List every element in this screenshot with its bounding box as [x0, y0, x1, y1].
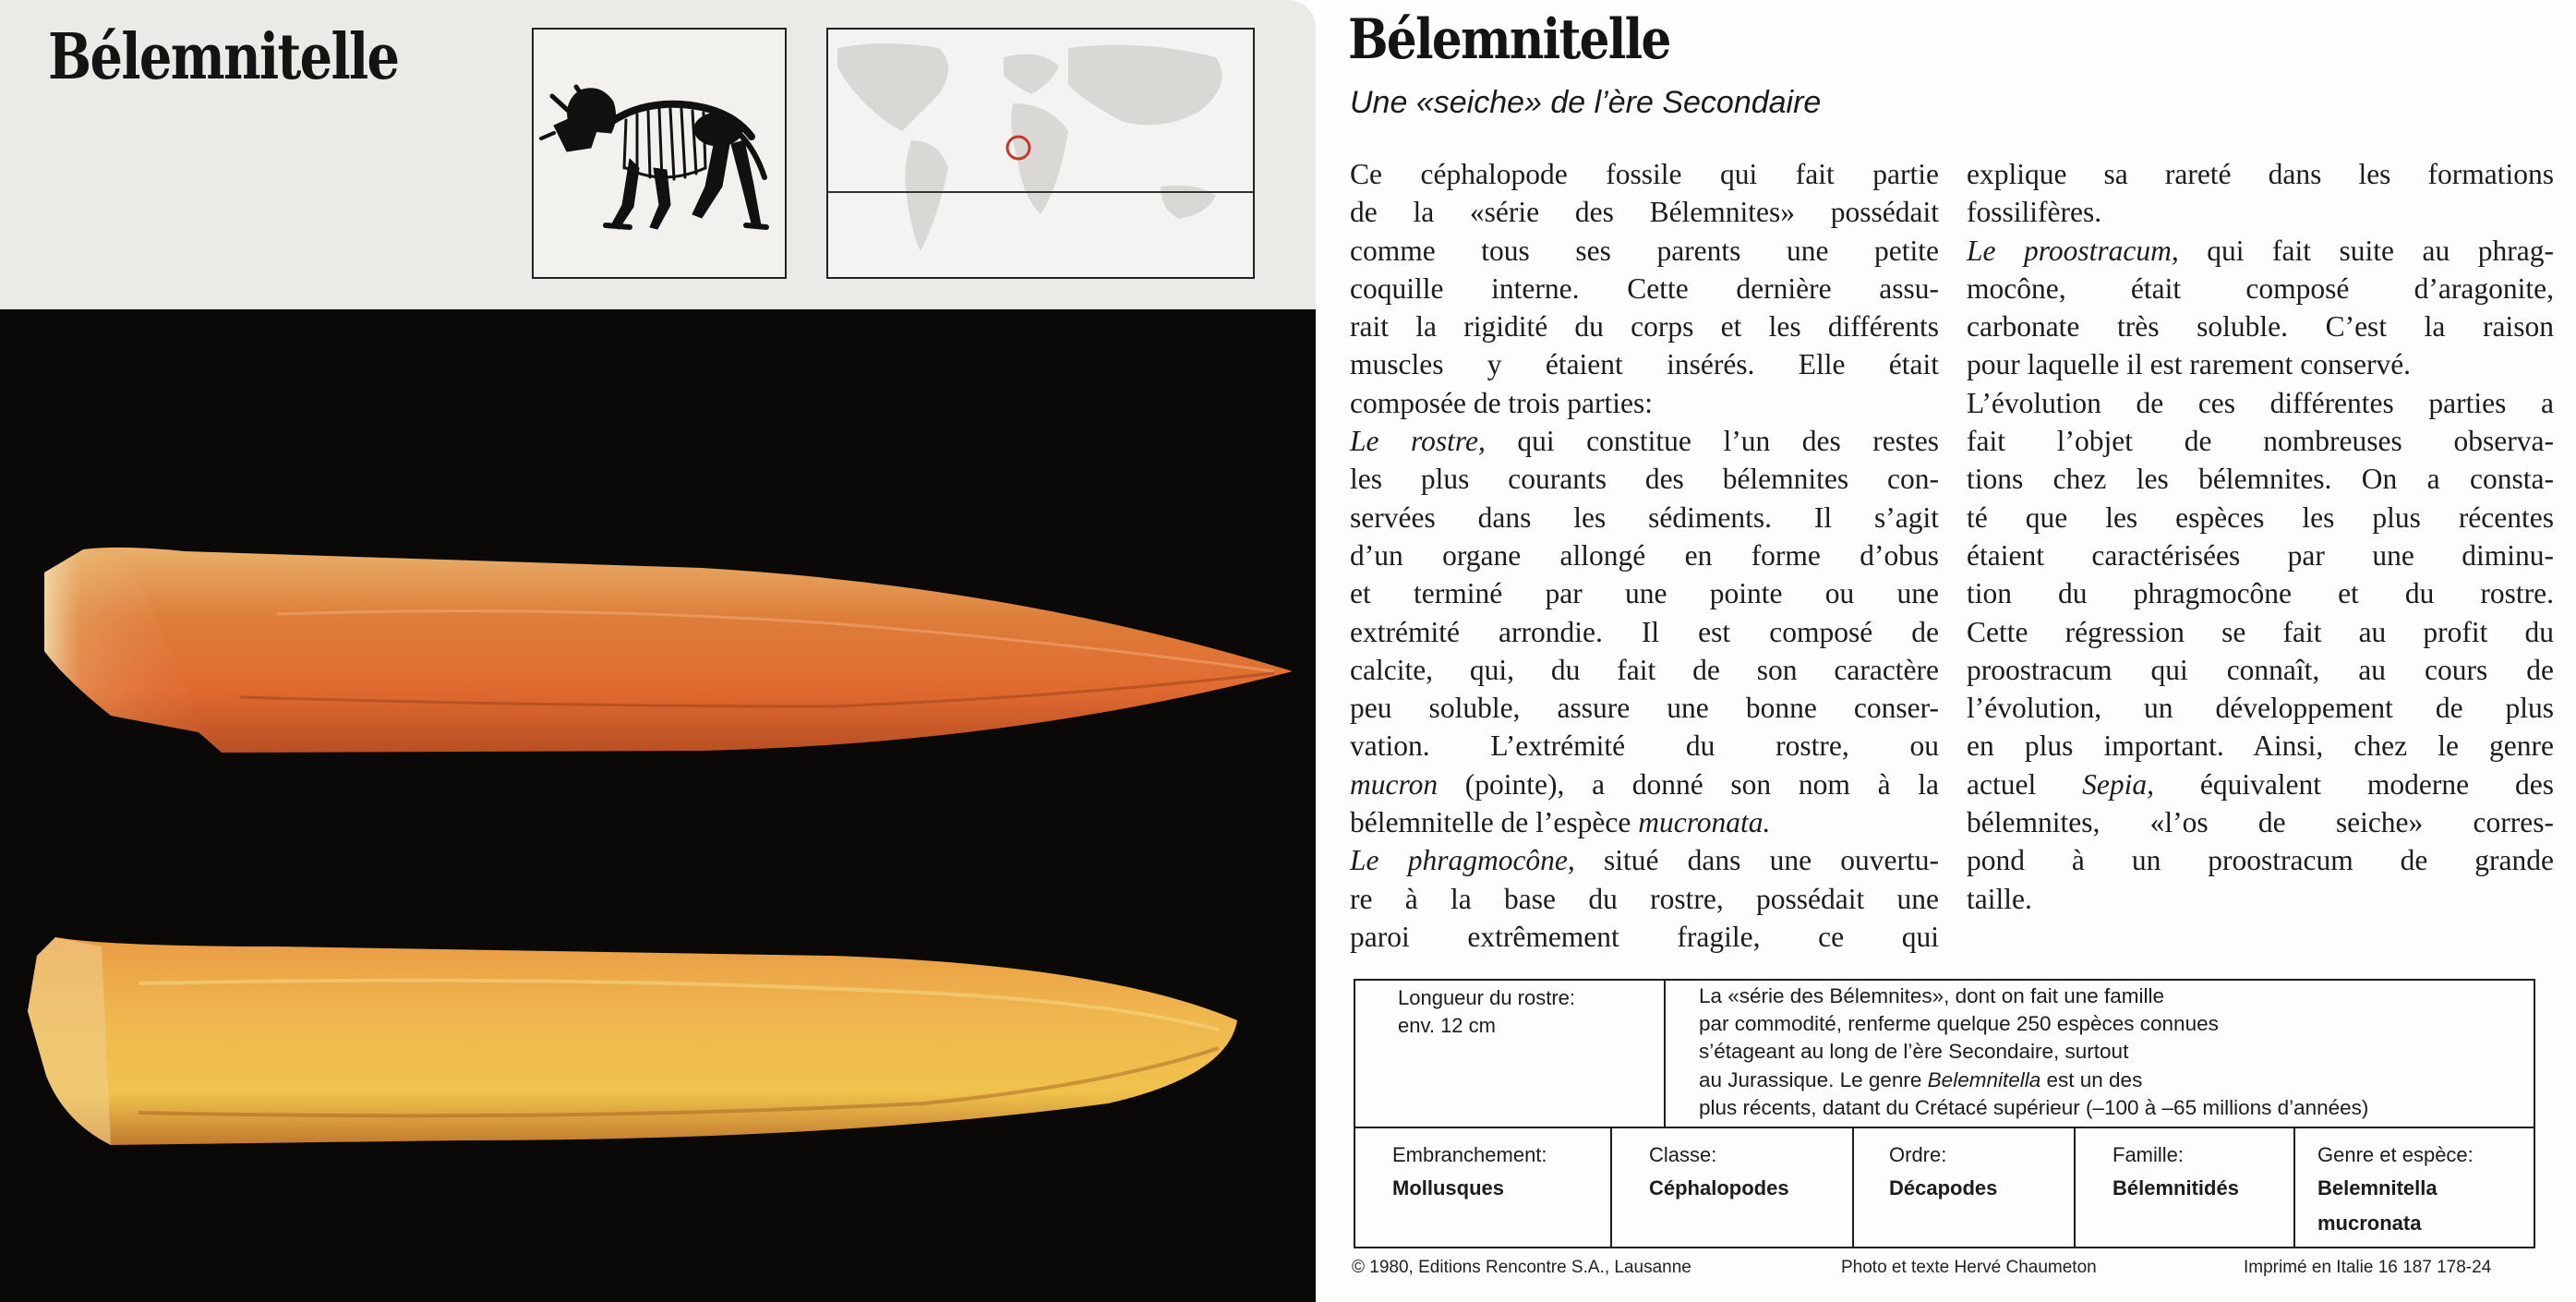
italic-term: Le phragmocône, — [1350, 844, 1575, 877]
text-segment: paroi extrêmement fragile, ce qui — [1350, 920, 1939, 953]
text-line — [1967, 536, 2554, 574]
text-line — [1350, 651, 1939, 689]
text-segment: pour laquelle il est rarement conservé. — [1967, 348, 2412, 381]
text-segment: coquille interne. Cette dernière assu- — [1350, 271, 1939, 305]
genus-species-label: Genre et espèce: — [2317, 1143, 2474, 1166]
text-line — [1350, 499, 1939, 536]
text-line — [1967, 307, 2554, 345]
family-label: Famille: — [2113, 1143, 2185, 1166]
photo-text-credits: Photo et texte Hervé Chaumeton — [1841, 1258, 2097, 1277]
text-segment: tion du phragmocône et du rostre. — [1967, 577, 2554, 610]
class-value: Céphalopodes — [1649, 1176, 1789, 1200]
world-map-icon — [828, 30, 1253, 277]
text-segment: explique sa rareté dans les formations — [1967, 158, 2554, 190]
text-segment: fait l’objet de nombreuses observa- — [1967, 425, 2554, 458]
text-segment: étaient caractérisées par une diminu- — [1967, 538, 2554, 572]
text-line — [1967, 613, 2554, 651]
genus-species-value: Belemnitella mucronata — [2317, 1176, 2438, 1235]
text-line — [1967, 880, 2554, 918]
text-line — [1967, 232, 2554, 270]
rostrum-length-label: Longueur du rostre: — [1398, 986, 1576, 1009]
text-segment: (pointe), a donné son nom à la — [1438, 767, 1939, 801]
text-line — [1350, 384, 1939, 422]
class-label: Classe: — [1649, 1143, 1717, 1166]
text-segment: taille. — [1967, 882, 2032, 915]
text-segment: qui constitue l’un des restes — [1485, 425, 1939, 458]
text-segment: L’évolution de ces différentes parties a — [1967, 386, 2554, 419]
text-line — [1967, 574, 2554, 612]
text-line — [1967, 689, 2554, 727]
text-line — [1350, 727, 1939, 765]
text-line — [1967, 803, 2554, 841]
text-segment: carbonate très soluble. C’est la raison — [1967, 310, 2554, 344]
text-segment: de la «série des Bélemnites» possédait — [1350, 196, 1939, 229]
text-line — [1350, 766, 1939, 803]
italic-term: Sepia, — [2082, 767, 2154, 801]
distribution-map — [826, 28, 1255, 279]
text-line — [1350, 422, 1939, 460]
text-line — [1350, 155, 1939, 193]
text-segment: extrémité arrondie. Il est composé de — [1350, 615, 1939, 648]
text-line — [1350, 536, 1939, 574]
text-segment: vation. L’extrémité du rostre, ou — [1350, 729, 1939, 763]
text-line — [1967, 727, 2554, 765]
text-segment: calcite, qui, du fait de son caractère — [1350, 653, 1939, 686]
text-segment: bélemnites, «l’os de seiche» corres- — [1967, 806, 2554, 839]
text-line — [1967, 499, 2554, 536]
text-line — [1967, 651, 2554, 689]
text-line — [1699, 1038, 2530, 1066]
text-line — [1967, 345, 2554, 383]
phylum-label: Embranchement: — [1392, 1143, 1547, 1166]
rostrum-length-value: env. 12 cm — [1398, 1014, 1496, 1037]
text-segment: rait la rigidité du corps et les différents — [1350, 310, 1939, 344]
text-segment: actuel — [1967, 767, 2083, 801]
text-segment: est un des — [2040, 1067, 2143, 1091]
text-segment: comme tous ses parents une petite — [1350, 234, 1939, 267]
text-line — [1699, 1067, 2530, 1094]
triceratops-skeleton-icon — [534, 30, 785, 277]
body-text-right-column — [1967, 155, 2554, 918]
phylum-value: Mollusques — [1392, 1176, 1505, 1200]
text-segment: s’étageant au long de l’ère Secondaire, surtout — [1699, 1040, 2129, 1064]
text-segment: mocône, était composé d’aragonite, — [1967, 271, 2554, 305]
front-card-title: Bélemnitelle — [48, 20, 399, 94]
text-line — [1967, 384, 2554, 422]
text-line — [1350, 803, 1939, 841]
text-segment: les plus courants des bélemnites con- — [1350, 463, 1939, 496]
text-line — [1967, 841, 2554, 879]
text-segment: par commodité, renferme quelque 250 espèces connues — [1699, 1012, 2219, 1036]
text-segment: fossilifères. — [1967, 196, 2102, 229]
text-line — [1699, 983, 2530, 1010]
text-line — [1967, 460, 2554, 498]
text-line — [1967, 766, 2554, 803]
order-value: Décapodes — [1889, 1176, 1998, 1200]
text-segment: peu soluble, assure une bonne conser- — [1350, 692, 1939, 725]
text-segment: té que les espèces les plus récentes — [1967, 500, 2554, 534]
text-segment: servées dans les sédiments. Il s’agit — [1350, 500, 1939, 534]
belemnite-rostra-image — [0, 309, 1316, 1302]
text-segment: situé dans une ouvertu- — [1574, 844, 1939, 877]
text-line — [1967, 270, 2554, 307]
text-segment: proostracum qui connaît, au cours de — [1967, 653, 2554, 686]
text-segment: au Jurassique. Le genre — [1699, 1067, 1928, 1091]
italic-term: mucronata. — [1638, 806, 1771, 839]
text-line — [1350, 689, 1939, 727]
text-line — [1350, 574, 1939, 612]
italic-term: mucron — [1350, 767, 1438, 801]
text-segment: bélemnitelle de l’espèce — [1350, 806, 1639, 839]
text-segment: l’évolution, un développement de plus — [1967, 692, 2554, 725]
text-segment: muscles y étaient insérés. Elle était — [1350, 348, 1939, 381]
print-info: Imprimé en Italie 16 187 178-24 — [2244, 1258, 2492, 1277]
text-segment: en plus important. Ainsi, chez le genre — [1967, 729, 2554, 763]
text-line — [1350, 841, 1939, 879]
text-line — [1350, 232, 1939, 270]
text-segment: La «série des Bélemnites», dont on fait une famille — [1699, 984, 2165, 1007]
order-label: Ordre: — [1889, 1143, 1947, 1166]
text-segment: pond à un proostracum de grande — [1967, 844, 2554, 877]
text-segment: re à la base du rostre, possédait une — [1350, 882, 1939, 915]
back-card-title: Bélemnitelle — [1348, 7, 1670, 72]
text-segment: Ce céphalopode fossile qui fait partie — [1350, 158, 1939, 190]
italic-term: Le rostre, — [1350, 425, 1486, 458]
copyright-notice: © 1980, Editions Rencontre S.A., Lausanne — [1352, 1258, 1691, 1277]
text-segment: tions chez les bélemnites. On a consta- — [1967, 463, 2554, 496]
italic-term: Belemnitella — [1927, 1067, 2041, 1091]
text-line — [1350, 918, 1939, 956]
body-text-left-column — [1350, 155, 1939, 956]
family-note — [1699, 983, 2530, 1122]
text-line — [1350, 460, 1939, 498]
text-line — [1350, 880, 1939, 918]
text-segment: qui fait suite au phrag- — [2178, 234, 2554, 267]
text-segment: et terminé par une pointe ou une — [1350, 577, 1939, 610]
text-line — [1350, 345, 1939, 383]
text-line — [1699, 1094, 2530, 1122]
text-segment: équivalent moderne des — [2153, 767, 2554, 801]
text-line — [1967, 422, 2554, 460]
text-line — [1967, 155, 2554, 193]
info-table — [1354, 979, 2535, 1248]
back-card — [1322, 0, 2576, 1302]
text-line — [1350, 270, 1939, 307]
back-card-subtitle: Une «seiche» de l’ère Secondaire — [1350, 85, 1822, 120]
text-line — [1350, 613, 1939, 651]
italic-term: Le proostracum, — [1967, 234, 2179, 267]
text-line — [1350, 307, 1939, 345]
text-segment: d’un organe allongé en forme d’obus — [1350, 538, 1939, 572]
text-line — [1967, 193, 2554, 231]
family-value: Bélemnitidés — [2113, 1176, 2239, 1200]
text-line — [1350, 193, 1939, 231]
text-line — [1699, 1010, 2530, 1038]
text-segment: plus récents, datant du Crétacé supérieur (–100 à –65 millions d’années) — [1699, 1095, 2369, 1119]
era-icon-box — [532, 28, 787, 279]
text-segment: Cette régression se fait au profit du — [1967, 615, 2554, 648]
fossil-photo — [0, 309, 1316, 1302]
text-segment: composée de trois parties: — [1350, 386, 1654, 419]
